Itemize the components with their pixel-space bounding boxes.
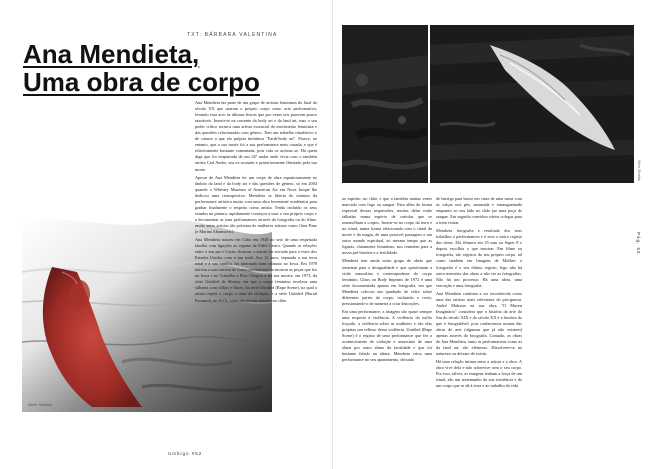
page-number: Pág. 55: [636, 232, 641, 255]
paragraph: Ana Mendieta nasceu em Cuba em 1948 no seio de uma respeitada família com ligações ao regime de Fidel Castro. Quando as relações entre o seu pai e Castro ficaram, a artista foi enviada para o estes dos Estados Unidos com a sua irmã. Aos 12 anos, separada a sua terra natal e à sua família, foi internada num orfanato no Iowa. Em 1978 iniciou a sua carreira de forma profissional ao mostrar as peças que fez na Iowa e no Trabalho e Flor. Chegou a ter sua mostra, em 1973, da série Untitled de Silueta, em que o corpo feminino revelava uma silhueta com folhas e flores, da série Untitled (Rape Scene), na qual a artista expôs o corpo a cena de violação, e a série Untitled (Burial Pyramid), de 1974, como ela mesma deitada no chão.: [195, 237, 317, 303]
photo-caption: Série Siluetta: [28, 402, 52, 407]
photo-credit: Série Siluetta: [637, 160, 641, 181]
title-line-1: Ana Mendieta,: [23, 39, 200, 69]
paragraph: Apesar de Ana Mendieta ter um corpo de obra espantosamente no âmbito da land e da body art e das questões de género, só em 2004 quando o Whitney Museum of American Art em Nova Iorque lhe dedicou uma retrospectiva. Mendieta se liberta do estatuto da performance artística muito com uma obra levemente académica para ganhar finalmente o respeito como artista. Tendo incluído os seus estudos na pintura, rapidamente começou a usar o seu próprio corpo e a documentar as suas performances através da fotografia ou do filme, muito antes artistas tão próxima de mulheres artistas como Gina Pane (e Marina Abramovic).: [195, 174, 317, 234]
body-column-middle: [342, 196, 432, 363]
paragraph: Mendieta tem ainda outro grupo de obras que remetem para a desigualdade e que questionam a visão masculina e contemporânea do corpo feminino. Glass on Body Imprints de 1972 é uma série documentada apenas em fotografia, em que Mendieta colocou um quadrado de vidro sobre diferentes partes do corpo, incluindo o rosto, pressionando-o de maneira a criar distorções.: [342, 258, 432, 306]
paragraph: ao espírito, no chão, e que a também muitas vezes marcado com fogo ou sangue. Para além da forma espectral dessas impressões, muitas delas estão talhadas numa espécie de cartolas que se assemelham a corpos. Inserir-se no corpo da terra e no ritual, numa forma relacionada com o ritual da morte e da magia, de uma possível passagem a um outro mundo espiritual, ao mesmo tempo que as figuras, claramente femininas, nos remetem para a nossa pré-história e a fertilidade.: [342, 196, 432, 256]
author-kicker: TXT: BÁRBARA VALENTINA: [187, 32, 278, 38]
paragraph: de barriga para baixo em cima de uma mesa com as calças nos pés, amarrada e ensanguentada enquanto ao seu lado no chão jaz uma poça de sangue. Em seguida convidou vários colegas para a irem visitar.: [436, 196, 522, 226]
artwork-photo-ground-silhouette: [430, 25, 634, 183]
paragraph: Há uma relação íntima entre a artista e a obra. A obra vive dela e não sobrevive sem o seu corpo. Por isso, talvez, as imagens tenham a força de um ritual, são um testemunho da sua existência e de um corpo que se dá à terra e ao trabalho da vida.: [436, 359, 522, 389]
page-gutter: [332, 0, 333, 469]
paragraph: Ana Mendieta faz parte de um grupo de artistas femininas do final do século XX que usaram o próprio corpo como acto performativo, levando essa acto às últimas físicas que por vezes nos parecem pouco razoáveis. Inserir-se na corrente da body art e da land art, mas o seu poder crítico torna-a uma artista essencial do movimento feminista e das questões relacionadas com género. Tem um trabalho ritualístico e de catarse a que ela própria intitulava "Earth-body art". Parece, no entanto, que a sua morte foi a sua performance mais ousada, e que é relativamente bastante comentada, pois cala os artistas–se. Há quem diga que foi empurrada de um 34º andar onde vivia com o também artista Carl Andre, seu ex-acusado e posteriormente libertado pela sua morte.: [195, 100, 317, 172]
paragraph: Em uma performance, a imagem são quase sempre uma resposta à violência. A violência do exílio forçado, a violência sobre as mulheres e são elas próprias um reflexo dessa violência. Untitled (Rape Scene) é o registo de uma performance que fez a acontecimento de violação e assassínio de uma aluna por outro aluno da faculdade e que foi bastante falado na altura. Mendieta criou uma performance no seu apartamento, deixada: [342, 308, 432, 363]
paragraph: Mendieta fotografia e resultado dos seus trabalhos e performances e é esse o único registo das obras. Ela filmava em 35 mm ou Super 8 e depois escolhia o que mostrar. Em filme ou fotografia, são registos do seu próprio corpo, tal como também em Imagens de Mulher: a fotografia é o seu último registo; logo não há outra memória das obras a não ser as fotografias. Não há um processo. Há uma ideia, uma execução e uma fotografia.: [436, 228, 522, 288]
artwork-photo-ground-silhouette-small: [342, 25, 428, 183]
issue-footer: Umbigo #52: [168, 451, 203, 456]
body-column-right: [436, 196, 522, 389]
paragraph: Ana Mendieta continua a ser reconhecida como uma das artistas mais relevantes do pós-guerra. André Malraux na sua obra "O Museu Imaginário" considera que a história da arte do fim do século XIX e do século XX é a história do que é fotografável, pois conhecemos muitas das obras de arte (algumas que já não existem) apenas através da fotografia. Contudo, as obras de Ana Mendieta, tanto as performativas como as da land art, são efémeras. Dissolvem-se na natureza ou deixam de existir.: [436, 290, 522, 357]
title-line-2: Uma obra de corpo: [23, 67, 260, 97]
body-column-left: [195, 100, 317, 304]
article-title: [23, 40, 260, 96]
